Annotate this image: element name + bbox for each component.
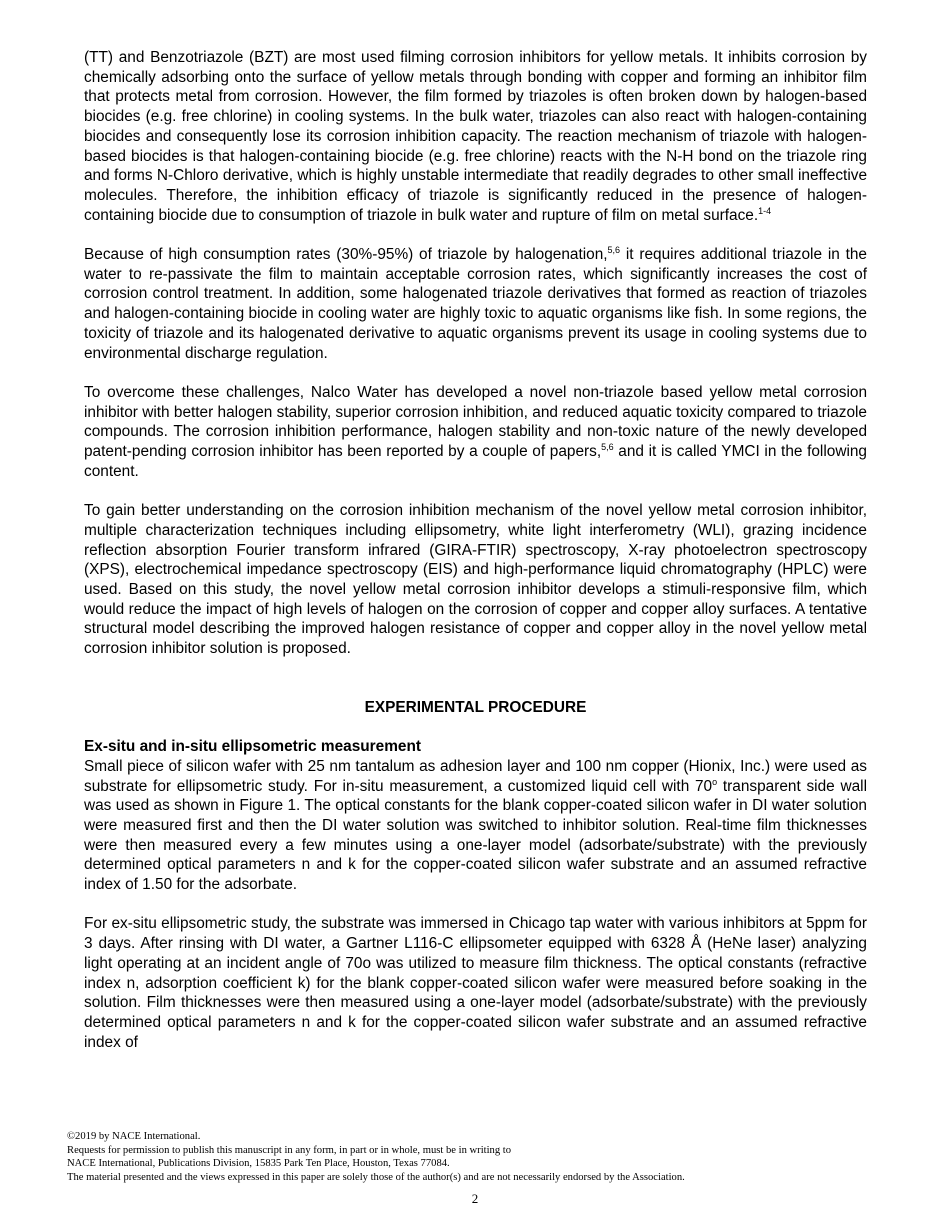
paragraph-triazole-mechanism — [84, 48, 867, 225]
section-heading: EXPERIMENTAL PROCEDURE — [364, 698, 587, 716]
paragraph-text: Because of high consumption rates (30%-95%) of triazole by halogenation, — [84, 246, 608, 264]
paragraph-characterization: To gain better understanding on the corrosion inhibition mechanism of the novel yellow metal corrosion inhibitor, multiple characterization techniques including ellipsometry, white light interferometry (WLI), grazing incidence reflection absorption Fourier transform infrared (GIRA-FTIR) spectroscopy, X-ray photoelectron spectroscopy (XPS), electrochemical impedance spectroscopy (EIS) and high-performance liquid chromatography (HPLC) were used. Based on this study, the novel yellow metal corrosion inhibitor develops a stimuli-responsive film, which would reduce the impact of high levels of halogen on the corrosion of copper and copper alloy surfaces. A tentative structural model describing the improved halogen resistance of copper and copper alloy in the novel yellow metal corrosion inhibitor solution is proposed. — [84, 502, 867, 658]
paragraph-nalco-development — [84, 383, 867, 482]
page-number: 2 — [471, 1191, 479, 1206]
paragraph-in-situ — [84, 757, 867, 895]
footer-line: NACE International, Publications Division, 15835 Park Ten Place, Houston, Texas 77084. — [67, 1158, 450, 1170]
citation-ref: 1-4 — [758, 205, 772, 216]
subsection-heading: Ex-situ and in-situ ellipsometric measurement — [84, 738, 421, 756]
citation-ref: 5,6 — [601, 441, 614, 452]
paragraph-text: and it is called YMCI in the following content. — [84, 443, 867, 480]
main-text — [84, 48, 867, 1052]
paragraph-consumption-rates — [84, 245, 867, 363]
footer-line: Requests for permission to publish this manuscript in any form, in part or in whole, must be in writing to — [67, 1144, 512, 1156]
footer-line: ©2019 by NACE International. — [67, 1131, 201, 1142]
paragraph-text: it requires additional triazole in the water to re-passivate the film to maintain acceptable corrosion rates, which significantly increases the cost of corrosion control treatment. In addition, some halogenated triazole derivatives that formed as reaction of triazoles and halogen-containing biocide in cooling water are highly toxic to aquatic organisms like fish. In some regions, the toxicity of triazole and its halogenated derivative to aquatic organisms prevent its usage in cooling systems due to environmental discharge regulation. — [84, 246, 867, 362]
paragraph-text: To overcome these challenges, Nalco Water has developed a novel non-triazole based yellow metal corrosion inhibitor with better halogen stability, superior corrosion inhibition, and reduced aquatic toxicity compared to triazole compounds. The corrosion inhibition performance, halogen stability and non-toxic nature of the newly developed patent-pending corrosion inhibitor has been reported by a couple of papers, — [84, 383, 867, 461]
footer-line: The material presented and the views expressed in this paper are solely those of the author(s) and are not necessarily endorsed by the Association. — [67, 1171, 685, 1183]
paragraph-text: Small piece of silicon wafer with 25 nm tantalum as adhesion layer and 100 nm copper (Hionix, Inc.) were used as substrate for ellipsometric study. For in-situ measurement, a customized liquid cell with 70 — [84, 757, 867, 795]
citation-ref: 5,6 — [607, 244, 621, 255]
copyright-footer — [67, 1130, 887, 1184]
degree-superscript: o — [712, 776, 718, 787]
paragraph-text: transparent side wall was used as shown in Figure 1. The optical constants for the blank copper-coated silicon wafer in DI water solution were measured first and then the DI water solution was switched to inhibitor solution. Real-time film thicknesses were then measured every a few minutes using a one-layer model (adsorbate/substrate) with the previously determined optical parameters n and k for the copper-coated silicon wafer substrate and an assumed refractive index of 1.50 for the adsorbate. — [84, 777, 867, 894]
paragraph-ex-situ: For ex-situ ellipsometric study, the substrate was immersed in Chicago tap water with various inhibitors at 5ppm for 3 days. After rinsing with DI water, a Gartner L116-C ellipsometer equipped with 6328 Å (HeNe laser) analyzing light operating at an incident angle of 70o was utilized to measure film thickness. The optical constants (refractive index n, adsorption coefficient k) for the blank copper-coated silicon wafer were measured before soaking in the solution. Film thicknesses were then measured using a one-layer model (adsorbate/substrate) with the previously determined optical parameters n and k for the copper-coated silicon wafer substrate and an assumed refractive index of — [84, 915, 867, 1051]
paragraph-text: (TT) and Benzotriazole (BZT) are most used filming corrosion inhibitors for yellow metals. It inhibits corrosion by chemically adsorbing onto the surface of yellow metals through bonding with copper and forming an inhibitor film that protects metal from corrosion. However, the film formed by triazoles is often broken down by halogen-based biocides (e.g. free chlorine) in cooling systems. In the bulk water, triazoles can also react with halogen-containing biocides and consequently lose its corrosion inhibition capacity. The reaction mechanism of triazole with halogen-based biocides is that halogen-containing biocide (e.g. free chlorine) reacts with the N-H bond on the triazole ring and forms N-Chloro derivative, which is highly unstable intermediate that readily degrades to other small ineffective molecules. Therefore, the inhibition efficacy of triazole is significantly reduced in the presence of halogen-containing biocide due to consumption of triazole in bulk water and rupture of film on metal surface. — [84, 49, 867, 224]
